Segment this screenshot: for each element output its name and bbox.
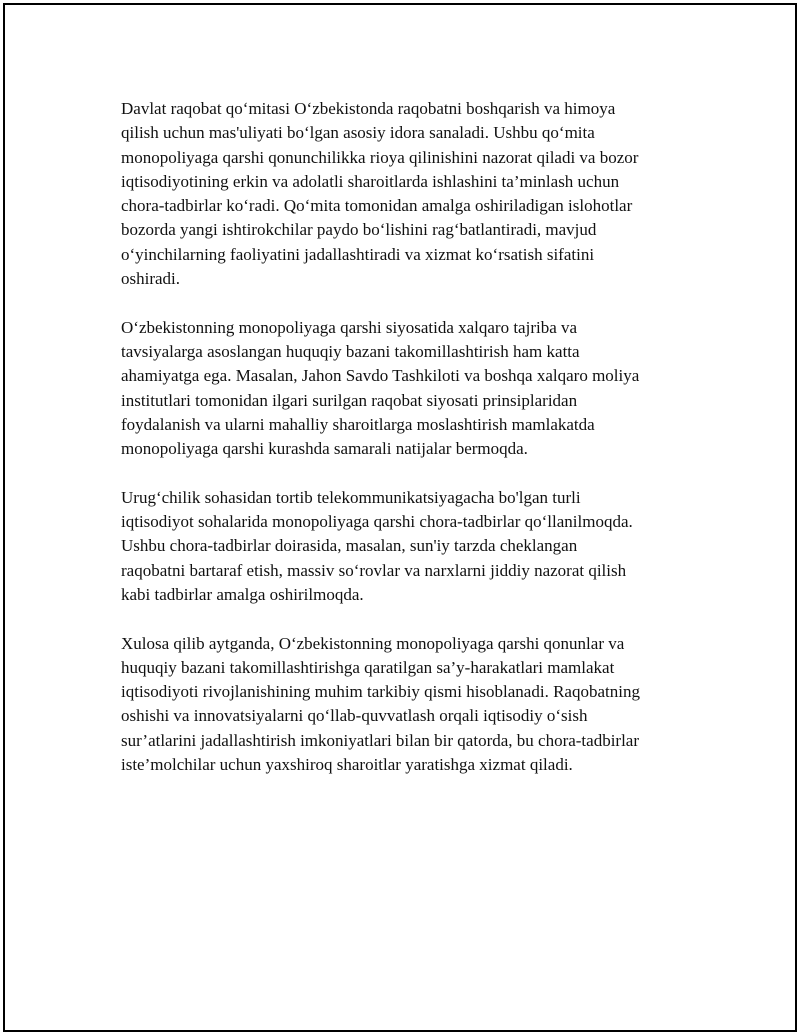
page-frame (3, 3, 797, 1032)
paragraph-3: Urug‘chilik sohasidan tortib telekommunikatsiyagacha bo'lgan turli iqtisodiyot sohalarida monopoliyaga qarshi chora-tadbirlar qo‘llanilmoqda. Ushbu chora-tadbirlar doirasida, masalan, sun'iy tarzda cheklangan raqobatni bartaraf etish, massiv so‘rovlar va narxlarni jiddiy nazorat qilish kabi tadbirlar amalga oshirilmoqda. (121, 487, 633, 604)
document-body (121, 97, 701, 802)
paragraph-2: O‘zbekistonning monopoliyaga qarshi siyosatida xalqaro tajriba va tavsiyalarga asoslangan huquqiy bazani takomillashtirish ham katta ahamiyatga ega. Masalan, Jahon Savdo Tashkiloti va boshqa xalqaro moliya institutlari tomonidan ilgari surilgan raqobat siyosati prinsiplaridan foydalanish va ularni mahalliy sharoitlarga moslashtirish mamlakatda monopoliyaga qarshi kurashda samarali natijalar bermoqda. (121, 317, 640, 459)
paragraph-4: Xulosa qilib aytganda, O‘zbekistonning monopoliyaga qarshi qonunlar va huquqiy bazani takomillashtirishga qaratilgan sa’y-harakatlari mamlakat iqtisodiyoti rivojlanishining muhim tarkibiy qismi hisoblanadi. Raqobatning oshishi va innovatsiyalarni qo‘llab-quvvatlash orqali iqtisodiy o‘sish sur’atlarini jadallashtirish imkoniyatlari bilan bir qatorda, bu chora-tadbirlar iste’molchilar uchun yaxshiroq sharoitlar yaratishga xizmat qiladi. (121, 633, 640, 775)
paragraph-1: Davlat raqobat qo‘mitasi O‘zbekistonda raqobatni boshqarish va himoya qilish uchun mas'uliyati bo‘lgan asosiy idora sanaladi. Ushbu qo‘mita monopoliyaga qarshi qonunchilikka rioya qilinishini nazorat qiladi va bozor iqtisodiyotining erkin va adolatli sharoitlarda ishlashini ta’minlash uchun chora-tadbirlar ko‘radi. Qo‘mita tomonidan amalga oshiriladigan islohotlar bozorda yangi ishtirokchilar paydo bo‘lishini rag‘batlantiradi, mavjud o‘yinchilarning faoliyatini jadallashtiradi va xizmat ko‘rsatish sifatini oshiradi. (121, 99, 639, 289)
